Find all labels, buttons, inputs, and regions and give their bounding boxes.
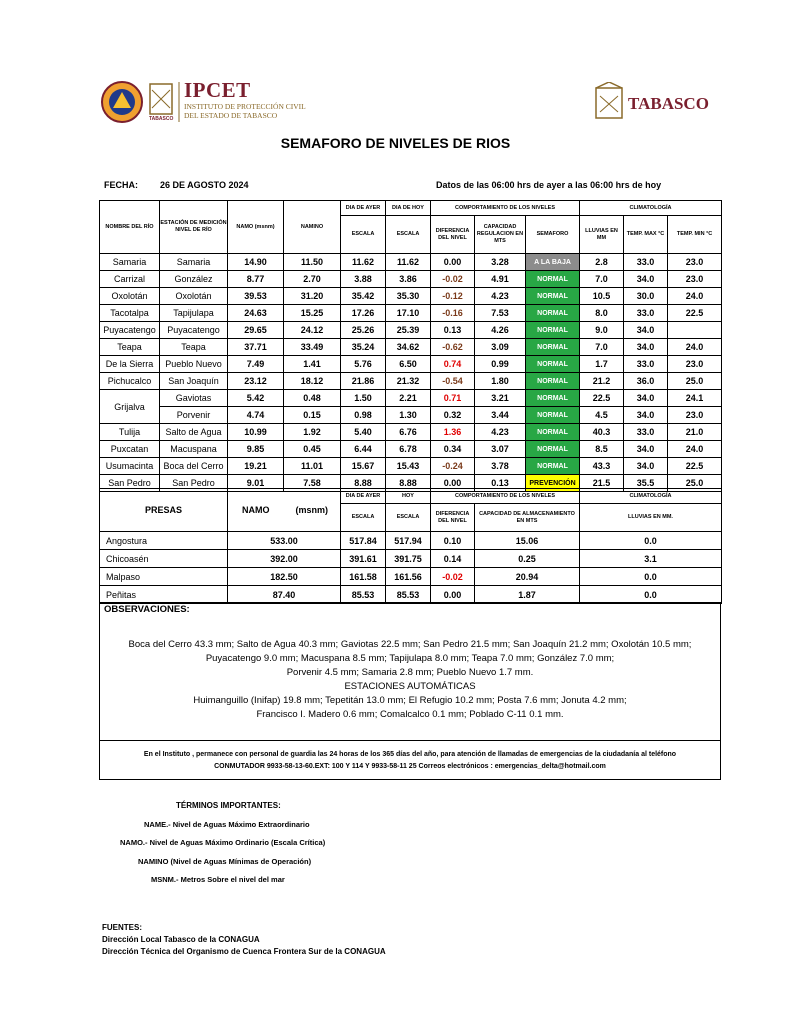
ipcet-logo [100,78,330,126]
cell-presa: Malpaso [100,568,228,586]
cell-dam-capacidad: 15.06 [475,532,580,550]
header-dams-hoy: HOY [386,489,431,504]
cell-namino: 7.58 [284,475,341,492]
cell-semaforo: NORMAL [526,458,580,475]
cell-semaforo: NORMAL [526,322,580,339]
institute-note-line-1: En el Instituto , permanece con personal de guardia las 24 horas de los 365 días del año, para atención de llamadas de emergencias de la ciudadanía al teléfono [143,751,677,758]
cell-semaforo: NORMAL [526,356,580,373]
cell-namo: 4.74 [228,407,284,424]
cell-diferencia: 0.32 [431,407,475,424]
cell-namino: 0.48 [284,390,341,407]
term-namo: NAMO.- Nivel de Aguas Máximo Ordinario (Escala Crítica) [120,838,326,847]
cell-lluvias: 2.8 [580,254,624,271]
cell-escala-hoy: 2.21 [386,390,431,407]
fuentes [102,922,386,958]
cell-presa: Peñitas [100,586,228,604]
cell-lluvias: 8.0 [580,305,624,322]
cell-semaforo: NORMAL [526,441,580,458]
cell-escala-hoy: 6.50 [386,356,431,373]
table-row [100,532,722,550]
fuentes-title: FUENTES: [102,923,142,932]
cell-tmin: 23.0 [668,271,722,288]
cell-namo: 37.71 [228,339,284,356]
cell-estacion: Boca del Cerro [160,458,228,475]
cell-escala-hoy: 3.86 [386,271,431,288]
cell-dam-namo: 533.00 [228,532,341,550]
cell-dam-namo: 182.50 [228,568,341,586]
cell-semaforo: NORMAL [526,390,580,407]
cell-tmax: 35.5 [624,475,668,492]
header-escala-hoy: ESCALA [386,216,431,254]
cell-tmax: 30.0 [624,288,668,305]
header-dams-dia-ayer: DIA DE AYER [341,489,386,504]
cell-dam-diferencia: -0.02 [431,568,475,586]
cell-estacion: González [160,271,228,288]
table-row [100,288,722,305]
cell-dam-hoy: 517.94 [386,532,431,550]
cell-escala-hoy: 17.10 [386,305,431,322]
cell-tmax: 33.0 [624,424,668,441]
header-escala-ayer: ESCALA [341,216,386,254]
cell-presa: Chicoasén [100,550,228,568]
obs-line-5: Huimanguillo (Inifap) 19.8 mm; Tepetitán 13.0 mm; El Refugio 10.2 mm; Posta 7.6 mm; Jonuta 4.2 mm; [193,695,627,706]
cell-escala-hoy: 15.43 [386,458,431,475]
cell-namo: 29.65 [228,322,284,339]
cell-estacion: Tapijulapa [160,305,228,322]
header-semaforo: SEMAFORO [526,216,580,254]
cell-diferencia: -0.24 [431,458,475,475]
cell-dam-capacidad: 20.94 [475,568,580,586]
table-row [100,339,722,356]
cell-tmin: 22.5 [668,458,722,475]
table-row [100,356,722,373]
cell-rio: San Pedro [100,475,160,492]
cell-rio: Tacotalpa [100,305,160,322]
cell-diferencia: 0.00 [431,475,475,492]
table-row [100,458,722,475]
obs-line-1: Boca del Cerro 43.3 mm; Salto de Agua 40.3 mm; Gaviotas 22.5 mm; San Pedro 21.5 mm; San Joaquín 21.2 mm; Oxolotán 10.5 mm; [128,639,692,650]
cell-semaforo: NORMAL [526,339,580,356]
cell-namino: 24.12 [284,322,341,339]
cell-capacidad: 0.13 [475,475,526,492]
obs-line-2: Puyacatengo 9.0 mm; Macuspana 8.5 mm; Tapijulapa 8.0 mm; Teapa 7.0 mm; González 7.0 mm; [205,653,615,664]
cell-capacidad: 3.09 [475,339,526,356]
fecha-label: FECHA: [104,180,138,190]
cell-rio: Oxolotán [100,288,160,305]
fecha-value: 26 DE AGOSTO 2024 [160,180,249,190]
cell-estacion: San Joaquín [160,373,228,390]
cell-escala-ayer: 35.24 [341,339,386,356]
cell-diferencia: 0.34 [431,441,475,458]
data-period: Datos de las 06:00 hrs de ayer a las 06:00 hrs de hoy [436,180,662,190]
cell-escala-hoy: 1.30 [386,407,431,424]
cell-tmax: 36.0 [624,373,668,390]
cell-escala-hoy: 6.78 [386,441,431,458]
header-comportamiento: COMPORTAMIENTO DE LOS NIVELES [431,201,580,216]
cell-tmin: 25.0 [668,373,722,390]
terminos-title: TÉRMINOS IMPORTANTES: [176,801,281,810]
cell-dam-lluvias: 0.0 [580,586,722,604]
cell-escala-hoy: 8.88 [386,475,431,492]
cell-lluvias: 21.5 [580,475,624,492]
table-row [100,390,722,407]
cell-tmin: 24.0 [668,288,722,305]
cell-namino: 18.12 [284,373,341,390]
cell-dam-hoy: 85.53 [386,586,431,604]
table-row [100,322,722,339]
obs-line-6: Francisco I. Madero 0.6 mm; Comalcalco 0.1 mm; Poblado C-11 0.1 mm. [256,709,564,720]
cell-diferencia: 0.00 [431,254,475,271]
header-climatologia: CLIMATOLOGÍA [580,201,722,216]
cell-capacidad: 4.23 [475,288,526,305]
table-row [100,568,722,586]
cell-semaforo: NORMAL [526,407,580,424]
cell-namino: 0.45 [284,441,341,458]
cell-escala-ayer: 35.42 [341,288,386,305]
state-shield-icon [594,82,624,122]
cell-estacion: Teapa [160,339,228,356]
cell-namino: 2.70 [284,271,341,288]
cell-dam-ayer: 161.58 [341,568,386,586]
header-tmin: TEMP. MIN °C [668,216,722,254]
header-dams-diferencia: DIFERENCIA DEL NIVEL [431,504,475,532]
cell-capacidad: 3.78 [475,458,526,475]
institute-note [100,749,720,773]
cell-rio: Puyacatengo [100,322,160,339]
cell-dam-capacidad: 0.25 [475,550,580,568]
org-subtitle-1: INSTITUTO DE PROTECCIÓN CIVIL [184,102,306,111]
header-presas: PRESAS [100,489,228,532]
cell-diferencia: -0.12 [431,288,475,305]
cell-dam-lluvias: 0.0 [580,532,722,550]
table-row [100,586,722,604]
table-row [100,271,722,288]
obs-line-3: Porvenir 4.5 mm; Samaria 2.8 mm; Pueblo Nuevo 1.7 mm. [286,667,534,678]
header-namo: NAMO (msnm) [228,201,284,254]
cell-presa: Angostura [100,532,228,550]
cell-escala-ayer: 0.98 [341,407,386,424]
cell-lluvias: 7.0 [580,271,624,288]
header-dia-ayer: DIA DE AYER [341,201,386,216]
observaciones-title: OBSERVACIONES: [104,604,190,615]
cell-tmin: 24.1 [668,390,722,407]
cell-rio: Usumacinta [100,458,160,475]
cell-dam-diferencia: 0.14 [431,550,475,568]
header-nombre: NOMBRE DEL RÍO [100,201,160,254]
cell-namino: 1.92 [284,424,341,441]
cell-rio: Puxcatan [100,441,160,458]
cell-rio: Teapa [100,339,160,356]
cell-semaforo: NORMAL [526,305,580,322]
header-diferencia: DIFERENCIA DEL NIVEL [431,216,475,254]
cell-diferencia: -0.62 [431,339,475,356]
cell-lluvias: 8.5 [580,441,624,458]
term-msnm: MSNM.- Metros Sobre el nivel del mar [151,875,285,884]
state-name: TABASCO [628,94,709,113]
cell-semaforo: NORMAL [526,271,580,288]
cell-namino: 11.01 [284,458,341,475]
cell-tmin: 23.0 [668,407,722,424]
cell-escala-hoy: 11.62 [386,254,431,271]
cell-dam-diferencia: 0.10 [431,532,475,550]
fuente-2: Dirección Técnica del Organismo de Cuenca Frontera Sur de la CONAGUA [102,947,386,956]
cell-estacion: Oxolotán [160,288,228,305]
cell-diferencia: 0.13 [431,322,475,339]
cell-tmin: 22.5 [668,305,722,322]
cell-semaforo: NORMAL [526,288,580,305]
rivers-table [99,200,722,492]
cell-dam-ayer: 85.53 [341,586,386,604]
cell-tmin: 23.0 [668,254,722,271]
cell-namo: 14.90 [228,254,284,271]
tabasco-logo [594,80,724,124]
cell-namino: 1.41 [284,356,341,373]
cell-diferencia: 0.74 [431,356,475,373]
cell-tmax: 33.0 [624,305,668,322]
cell-namo: 7.49 [228,356,284,373]
cell-rio: Samaria [100,254,160,271]
cell-escala-ayer: 5.40 [341,424,386,441]
cell-namino: 33.49 [284,339,341,356]
cell-lluvias: 10.5 [580,288,624,305]
cell-estacion: San Pedro [160,475,228,492]
cell-tmax: 34.0 [624,407,668,424]
cell-namo: 24.63 [228,305,284,322]
org-name: IPCET [184,78,251,102]
cell-rio: Tulija [100,424,160,441]
cell-tmax: 33.0 [624,254,668,271]
cell-tmin [668,322,722,339]
header-tmax: TEMP. MAX °C [624,216,668,254]
cell-capacidad: 1.80 [475,373,526,390]
cell-tmin: 24.0 [668,441,722,458]
cell-lluvias: 9.0 [580,322,624,339]
cell-capacidad: 4.91 [475,271,526,288]
cell-namo: 39.53 [228,288,284,305]
cell-escala-ayer: 25.26 [341,322,386,339]
cell-tmin: 24.0 [668,339,722,356]
header-dams-msnm: (msnm) [284,489,341,532]
fuente-1: Dirección Local Tabasco de la CONAGUA [102,935,260,944]
cell-rio: Grijalva [100,390,160,424]
cell-diferencia: 0.71 [431,390,475,407]
cell-dam-namo: 87.40 [228,586,341,604]
cell-lluvias: 21.2 [580,373,624,390]
cell-namo: 9.01 [228,475,284,492]
cell-tmax: 34.0 [624,458,668,475]
cell-rio: De la Sierra [100,356,160,373]
institute-note-line-2: CONMUTADOR 9933-58-13-60.EXT: 100 Y 114 Y 9933-58-11 25 Correos electrónicos : emergencias_delta@hotmail.com [214,763,606,770]
cell-tmin: 23.0 [668,356,722,373]
term-name: NAME.- Nivel de Aguas Máximo Extraordinario [144,820,310,829]
cell-lluvias: 40.3 [580,424,624,441]
table-row [100,373,722,390]
cell-namino: 31.20 [284,288,341,305]
cell-capacidad: 4.23 [475,424,526,441]
cell-tmax: 34.0 [624,322,668,339]
cell-semaforo: A LA BAJA [526,254,580,271]
cell-escala-ayer: 21.86 [341,373,386,390]
cell-dam-capacidad: 1.87 [475,586,580,604]
cell-tmin: 25.0 [668,475,722,492]
cell-capacidad: 3.21 [475,390,526,407]
header-capacidad: CAPACIDAD REGULACION EN MTS [475,216,526,254]
header-dams-capacidad: CAPACIDAD DE ALMACENAMIENTO EN MTS [475,504,580,532]
cell-escala-ayer: 3.88 [341,271,386,288]
cell-dam-ayer: 391.61 [341,550,386,568]
cell-dam-hoy: 391.75 [386,550,431,568]
cell-escala-hoy: 25.39 [386,322,431,339]
cell-namo: 23.12 [228,373,284,390]
cell-escala-ayer: 1.50 [341,390,386,407]
table-row [100,424,722,441]
header-dams-comportamiento: COMPORTAMIENTO DE LOS NIVELES [431,489,580,504]
org-subtitle-2: DEL ESTADO DE TABASCO [184,111,278,120]
cell-estacion: Puyacatengo [160,322,228,339]
cell-estacion: Pueblo Nuevo [160,356,228,373]
cell-dam-diferencia: 0.00 [431,586,475,604]
cell-dam-hoy: 161.56 [386,568,431,586]
cell-tmin: 21.0 [668,424,722,441]
cell-lluvias: 22.5 [580,390,624,407]
cell-semaforo: NORMAL [526,424,580,441]
cell-escala-hoy: 34.62 [386,339,431,356]
cell-rio: Pichucalco [100,373,160,390]
page-title: SEMAFORO DE NIVELES DE RIOS [280,135,511,151]
obs-line-4: ESTACIONES AUTOMÁTICAS [344,681,476,692]
cell-diferencia: -0.02 [431,271,475,288]
header-dams-lluvias: LLUVIAS EN MM. [580,504,722,532]
cell-namo: 10.99 [228,424,284,441]
cell-dam-lluvias: 0.0 [580,568,722,586]
cell-capacidad: 3.28 [475,254,526,271]
cell-semaforo: NORMAL [526,373,580,390]
cell-namino: 15.25 [284,305,341,322]
cell-dam-lluvias: 3.1 [580,550,722,568]
cell-dam-ayer: 517.84 [341,532,386,550]
cell-estacion: Samaria [160,254,228,271]
obs-divider [100,740,720,741]
rivers-table-body [100,254,722,492]
table-row [100,254,722,271]
header-dams-escala-ayer: ESCALA [341,504,386,532]
cell-lluvias: 1.7 [580,356,624,373]
cell-estacion: Macuspana [160,441,228,458]
cell-estacion: Porvenir [160,407,228,424]
cell-estacion: Salto de Agua [160,424,228,441]
dams-table-body [100,532,722,604]
cell-capacidad: 3.44 [475,407,526,424]
cell-namo: 5.42 [228,390,284,407]
cell-capacidad: 7.53 [475,305,526,322]
cell-tmax: 34.0 [624,390,668,407]
cell-capacidad: 0.99 [475,356,526,373]
header-dams-namo: NAMO [228,489,284,532]
cell-dam-namo: 392.00 [228,550,341,568]
cell-escala-ayer: 5.76 [341,356,386,373]
cell-namo: 19.21 [228,458,284,475]
table-row [100,305,722,322]
cell-lluvias: 4.5 [580,407,624,424]
cell-namino: 0.15 [284,407,341,424]
cell-namo: 9.85 [228,441,284,458]
cell-lluvias: 7.0 [580,339,624,356]
cell-escala-ayer: 17.26 [341,305,386,322]
term-namino: NAMINO (Nivel de Aguas Mínimas de Operación) [138,857,312,866]
header-lluvias: LLUVIAS EN MM [580,216,624,254]
cell-capacidad: 4.26 [475,322,526,339]
cell-estacion: Gaviotas [160,390,228,407]
cell-diferencia: -0.54 [431,373,475,390]
cell-escala-hoy: 6.76 [386,424,431,441]
cell-lluvias: 43.3 [580,458,624,475]
cell-escala-ayer: 11.62 [341,254,386,271]
seal-caption: TABASCO [149,116,174,122]
header-dams-escala-hoy: ESCALA [386,504,431,532]
cell-escala-hoy: 35.30 [386,288,431,305]
cell-tmax: 34.0 [624,441,668,458]
table-row [100,407,722,424]
cell-tmax: 33.0 [624,356,668,373]
cell-diferencia: -0.16 [431,305,475,322]
cell-namo: 8.77 [228,271,284,288]
cell-escala-ayer: 8.88 [341,475,386,492]
header-dia-hoy: DIA DE HOY [386,201,431,216]
cell-escala-ayer: 6.44 [341,441,386,458]
cell-tmax: 34.0 [624,339,668,356]
header-namino: NAMINO [284,201,341,254]
table-row [100,550,722,568]
cell-capacidad: 3.07 [475,441,526,458]
cell-tmax: 34.0 [624,271,668,288]
table-row [100,441,722,458]
cell-rio: Carrizal [100,271,160,288]
dams-table [99,488,722,604]
cell-semaforo: PREVENCIÓN [526,475,580,492]
header-estacion: ESTACIÓN DE MEDICIÓN NIVEL DE RÍO [160,201,228,254]
cell-escala-hoy: 21.32 [386,373,431,390]
cell-escala-ayer: 15.67 [341,458,386,475]
cell-namino: 11.50 [284,254,341,271]
header-dams-climatologia: CLIMATOLOGÍA [580,489,722,504]
cell-diferencia: 1.36 [431,424,475,441]
